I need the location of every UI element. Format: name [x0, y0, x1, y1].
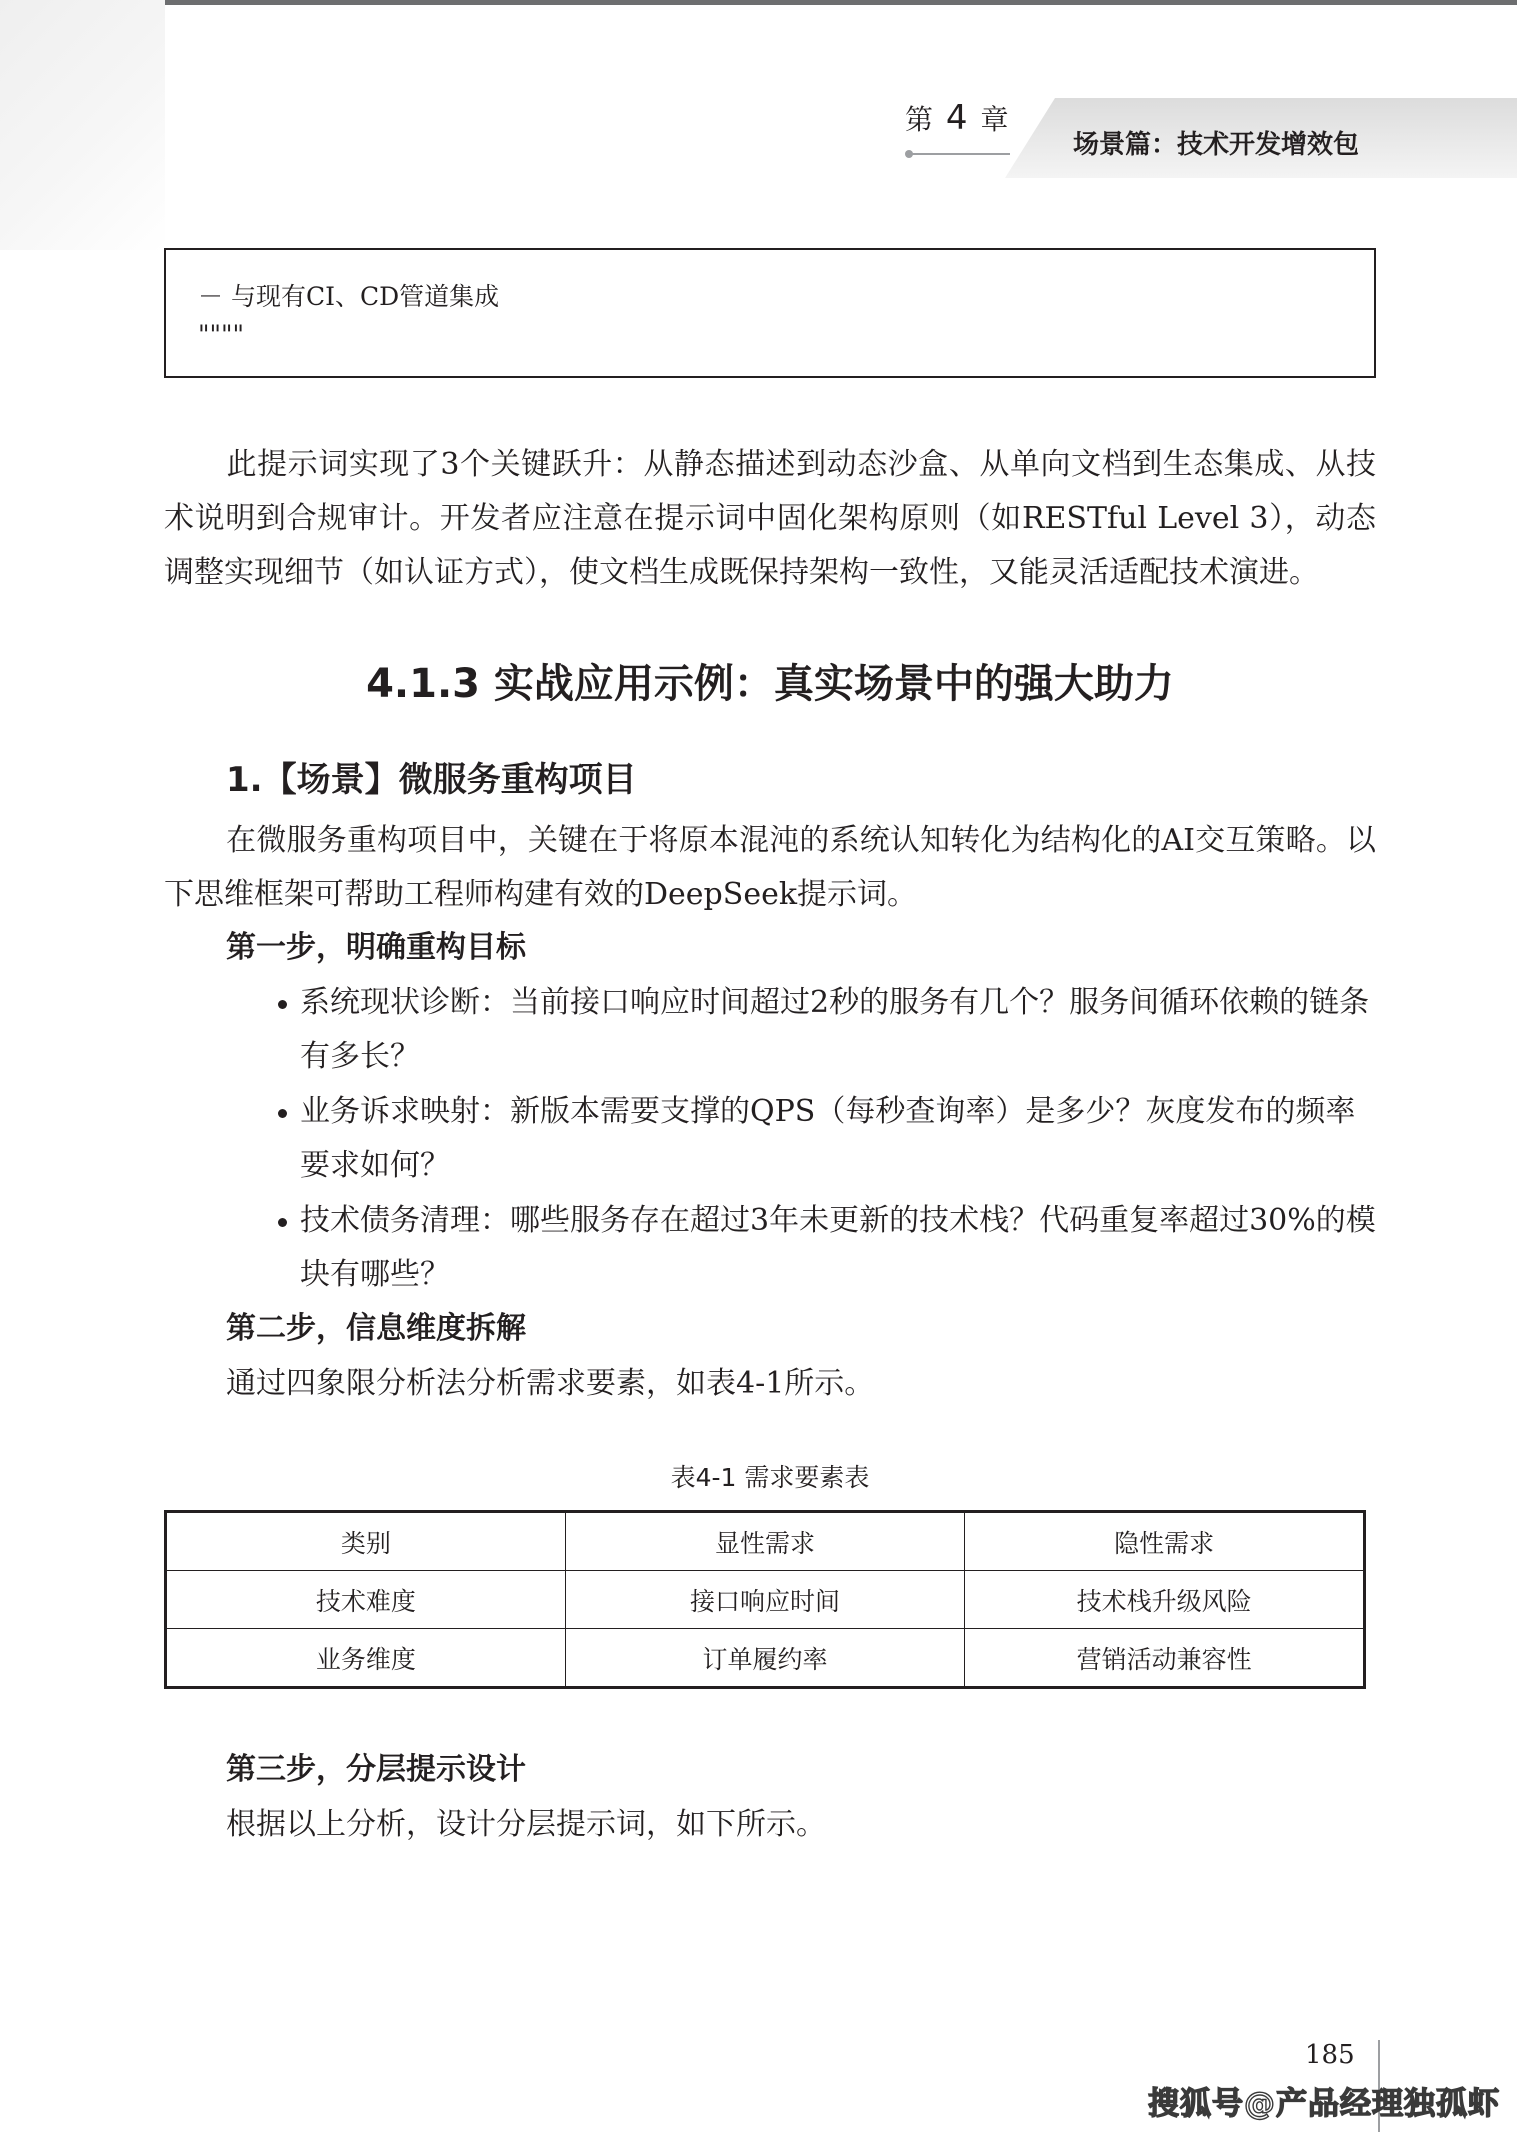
table-header-cell: 隐性需求 — [965, 1512, 1365, 1571]
bullet-dot — [278, 1218, 287, 1227]
table-header-cell: 显性需求 — [565, 1512, 965, 1571]
step3-text: 根据以上分析，设计分层提示词，如下所示。 — [226, 1807, 826, 1842]
table-cell: 营销活动兼容性 — [965, 1629, 1365, 1688]
code-line: """" — [198, 320, 244, 349]
step1-heading: 第一步，明确重构目标 — [226, 930, 526, 965]
section-heading: 4.1.3 实战应用示例：真实场景中的强大助力 — [366, 661, 1174, 707]
lead-paragraph-text: 在微服务重构项目中，关键在于将原本混沌的系统认知转化为结构化的AI交互策略。以下思维框架可帮助工程师构建有效的DeepSeek提示词。 — [164, 823, 1376, 912]
table-row — [166, 1571, 1365, 1629]
bullet-text: 业务诉求映射：新版本需要支撑的QPS（每秒查询率）是多少？灰度发布的频率要求如何？ — [300, 1094, 1356, 1183]
bullet-dot — [278, 1109, 287, 1118]
bullet-text: 技术债务清理：哪些服务存在超过3年未更新的技术栈？代码重复率超过30%的模块有哪些？ — [300, 1203, 1376, 1292]
bullet-dot — [278, 1000, 287, 1009]
code-line: － 与现有CI、CD管道集成 — [198, 282, 500, 311]
header-line — [910, 153, 1010, 155]
subsection-heading — [226, 752, 637, 801]
page-number: 185 — [1305, 2040, 1355, 2070]
table-cell: 业务维度 — [166, 1629, 566, 1688]
table-row — [166, 1629, 1365, 1688]
intro-paragraph — [164, 438, 1376, 600]
chapter-number: 4 — [945, 98, 970, 138]
chapter-title: 场景篇：技术开发增效包 — [1073, 130, 1360, 160]
chapter-suffix: 章 — [980, 103, 1011, 136]
bullet-item — [300, 1194, 1376, 1302]
watermark: 搜狐号@产品经理独孤虾 — [1148, 2086, 1500, 2122]
bullet-item — [300, 1085, 1376, 1193]
table-cell: 技术难度 — [166, 1571, 566, 1629]
table-cell: 接口响应时间 — [565, 1571, 965, 1629]
subsection-tag: 场景 — [296, 760, 365, 800]
top-border-rule — [0, 0, 1517, 5]
step2-text: 通过四象限分析法分析需求要素，如表4-1所示。 — [226, 1366, 875, 1401]
page-corner-shade — [0, 0, 165, 250]
lead-paragraph — [164, 814, 1376, 922]
table-header-row — [166, 1512, 1365, 1571]
code-snippet-box — [164, 248, 1376, 378]
requirements-table — [164, 1510, 1366, 1689]
step2-heading: 第二步，信息维度拆解 — [226, 1311, 526, 1346]
step3-heading: 第三步，分层提示设计 — [226, 1752, 526, 1787]
chapter-label — [905, 98, 1010, 138]
table-cell: 技术栈升级风险 — [965, 1571, 1365, 1629]
table-cell: 订单履约率 — [565, 1629, 965, 1688]
table-header-cell: 类别 — [166, 1512, 566, 1571]
subsection-title: 】微服务重构项目 — [364, 760, 637, 800]
table-caption: 表4-1 需求要素表 — [670, 1463, 870, 1492]
subsection-prefix: 1.【 — [226, 760, 297, 800]
intro-paragraph-text: 此提示词实现了3个关键跃升：从静态描述到动态沙盒、从单向文档到生态集成、从技术说明到合规审计。开发者应注意在提示词中固化架构原则（如RESTful Level 3），动态调整实现细节（如认证方式），使文档生成既保持架构一致性，又能灵活适配技术演进。 — [164, 447, 1376, 590]
bullet-text: 系统现状诊断：当前接口响应时间超过2秒的服务有几个？服务间循环依赖的链条有多长？ — [300, 985, 1370, 1074]
chapter-prefix: 第 — [905, 103, 936, 136]
bullet-item — [300, 976, 1376, 1084]
